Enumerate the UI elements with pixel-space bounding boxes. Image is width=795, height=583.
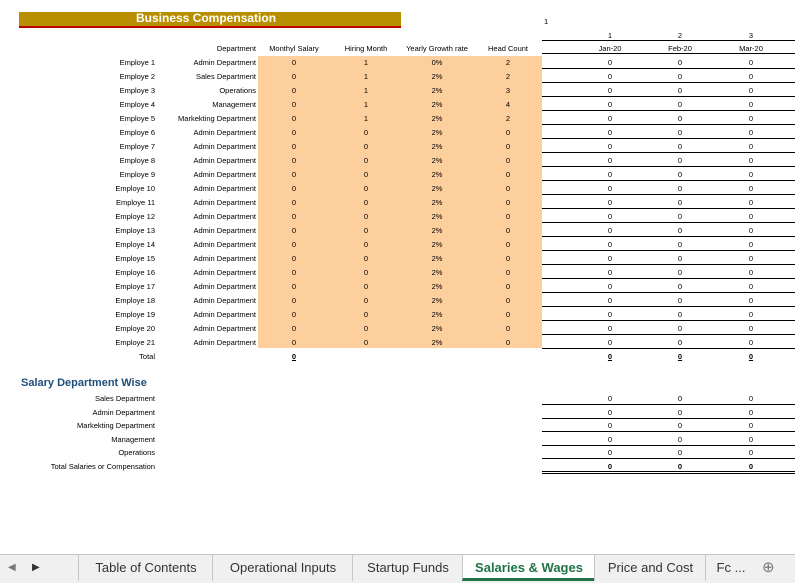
section-title: Salary Department Wise xyxy=(21,377,147,389)
hiring-month-cell[interactable]: 0 xyxy=(363,282,369,291)
employee-name: Employe 2 xyxy=(119,72,155,81)
month-number: 1 xyxy=(607,31,613,40)
row-border xyxy=(542,278,795,279)
page-title: Business Compensation xyxy=(136,11,277,25)
month-total: 0 xyxy=(607,352,613,361)
head-count-cell[interactable]: 0 xyxy=(505,226,511,235)
monthly-salary-cell[interactable]: 0 xyxy=(291,338,297,347)
month-header-underline xyxy=(542,53,795,54)
row-border xyxy=(542,166,795,167)
growth-rate-cell[interactable]: 2% xyxy=(431,324,443,333)
department-month-value: 0 xyxy=(607,448,613,457)
monthly-salary-cell[interactable]: 0 xyxy=(291,240,297,249)
department-month-value: 0 xyxy=(607,407,613,417)
month-salary-cell[interactable]: 0 xyxy=(677,86,683,95)
growth-rate-cell[interactable]: 2% xyxy=(431,156,443,165)
employee-name: Employe 8 xyxy=(119,156,155,165)
month-salary-cell[interactable]: 0 xyxy=(748,254,754,263)
row-border xyxy=(542,404,795,405)
hiring-month-cell[interactable]: 0 xyxy=(363,296,369,305)
month-salary-cell[interactable]: 0 xyxy=(748,282,754,291)
month-salary-cell[interactable]: 0 xyxy=(677,254,683,263)
department-month-value: 0 xyxy=(607,394,613,403)
head-count-cell[interactable]: 4 xyxy=(505,100,511,109)
month-salary-cell[interactable]: 0 xyxy=(677,156,683,165)
month-salary-cell[interactable]: 0 xyxy=(748,170,754,179)
total-compensation-value: 0 xyxy=(607,461,613,471)
month-salary-cell[interactable]: 0 xyxy=(677,296,683,305)
sheet-tab[interactable]: Startup Funds xyxy=(352,555,463,581)
row-border xyxy=(542,194,795,195)
sheet-tab[interactable]: Table of Contents xyxy=(78,555,213,581)
month-total: 0 xyxy=(677,352,683,361)
row-border xyxy=(542,110,795,111)
head-count-cell[interactable]: 0 xyxy=(505,268,511,277)
growth-rate-cell[interactable]: 2% xyxy=(431,72,443,81)
hiring-month-cell[interactable]: 0 xyxy=(363,128,369,137)
month-salary-cell[interactable]: 0 xyxy=(607,156,613,165)
row-border xyxy=(542,222,795,223)
row-border xyxy=(542,418,795,419)
row-border xyxy=(542,445,795,446)
growth-rate-cell[interactable]: 2% xyxy=(431,254,443,263)
department-month-value: 0 xyxy=(677,448,683,457)
head-count-cell[interactable]: 2 xyxy=(505,58,511,67)
month-salary-cell[interactable]: 0 xyxy=(677,198,683,207)
monthly-salary-cell[interactable]: 0 xyxy=(291,296,297,305)
head-count-cell[interactable]: 2 xyxy=(505,114,511,123)
growth-rate-cell[interactable]: 2% xyxy=(431,170,443,179)
employee-department[interactable]: Admin Department xyxy=(193,310,256,319)
employee-name: Employe 14 xyxy=(115,240,155,249)
month-salary-cell[interactable]: 0 xyxy=(607,310,613,319)
growth-rate-cell[interactable]: 2% xyxy=(431,100,443,109)
growth-rate-cell[interactable]: 2% xyxy=(431,114,443,123)
employee-name: Employe 11 xyxy=(115,198,155,207)
growth-rate-cell[interactable]: 2% xyxy=(431,268,443,277)
month-number: 3 xyxy=(748,31,754,40)
employee-department[interactable]: Admin Department xyxy=(193,226,256,235)
growth-rate-cell[interactable]: 2% xyxy=(431,282,443,291)
employee-department[interactable]: Admin Department xyxy=(193,156,256,165)
hiring-month-cell[interactable]: 1 xyxy=(363,58,369,67)
employee-department[interactable]: Admin Department xyxy=(193,324,256,333)
growth-rate-cell[interactable]: 2% xyxy=(431,86,443,95)
growth-rate-cell[interactable]: 2% xyxy=(431,296,443,305)
monthly-salary-cell[interactable]: 0 xyxy=(291,142,297,151)
department-row-label: Markekting Department xyxy=(77,421,155,430)
employee-department[interactable]: Admin Department xyxy=(193,296,256,305)
hiring-month-cell[interactable]: 1 xyxy=(363,72,369,81)
row-border xyxy=(542,292,795,293)
header-department: Department xyxy=(216,44,256,53)
hiring-month-cell[interactable]: 0 xyxy=(363,156,369,165)
month-total: 0 xyxy=(748,352,754,361)
head-count-cell[interactable]: 0 xyxy=(505,324,511,333)
hiring-month-cell[interactable]: 0 xyxy=(363,268,369,277)
employee-name: Employe 6 xyxy=(119,128,155,137)
employee-department[interactable]: Markekting Department xyxy=(178,114,256,123)
head-count-cell[interactable]: 0 xyxy=(505,184,511,193)
head-count-cell[interactable]: 0 xyxy=(505,212,511,221)
month-salary-cell[interactable]: 0 xyxy=(677,226,683,235)
monthly-salary-cell[interactable]: 0 xyxy=(291,268,297,277)
employee-name: Employe 18 xyxy=(115,296,155,305)
growth-rate-cell[interactable]: 2% xyxy=(431,226,443,235)
month-salary-cell[interactable]: 0 xyxy=(677,282,683,291)
employee-department[interactable]: Admin Department xyxy=(193,58,256,67)
month-salary-cell[interactable]: 0 xyxy=(607,128,613,137)
month-salary-cell[interactable]: 0 xyxy=(607,240,613,249)
month-header-top-border xyxy=(542,40,795,41)
monthly-salary-cell[interactable]: 0 xyxy=(291,72,297,81)
employee-name: Employe 10 xyxy=(115,184,155,193)
row-border xyxy=(542,320,795,321)
month-salary-cell[interactable]: 0 xyxy=(677,170,683,179)
row-border xyxy=(542,152,795,153)
sheet-tab[interactable]: Fc ... xyxy=(705,555,756,581)
month-salary-cell[interactable]: 0 xyxy=(607,114,613,123)
month-salary-cell[interactable]: 0 xyxy=(748,184,754,193)
total-compensation-value: 0 xyxy=(748,461,754,471)
department-month-value: 0 xyxy=(748,394,754,403)
employee-department[interactable]: Admin Department xyxy=(193,128,256,137)
header-yearly-growth: Yearly Growth rate xyxy=(406,44,468,53)
month-salary-cell[interactable]: 0 xyxy=(607,212,613,221)
employee-name: Employe 5 xyxy=(119,114,155,123)
month-salary-cell[interactable]: 0 xyxy=(607,184,613,193)
department-month-value: 0 xyxy=(748,434,754,444)
head-count-cell[interactable]: 0 xyxy=(505,142,511,151)
total-label: Total xyxy=(139,352,155,361)
month-salary-cell[interactable]: 0 xyxy=(607,72,613,81)
head-count-cell[interactable]: 0 xyxy=(505,296,511,305)
month-salary-cell[interactable]: 0 xyxy=(677,338,683,347)
employee-name: Employe 3 xyxy=(119,86,155,95)
growth-rate-cell[interactable]: 2% xyxy=(431,198,443,207)
monthly-salary-cell[interactable]: 0 xyxy=(291,128,297,137)
sheet-tab[interactable]: Operational Inputs xyxy=(212,555,353,581)
month-salary-cell[interactable]: 0 xyxy=(607,296,613,305)
employee-department[interactable]: Admin Department xyxy=(193,254,256,263)
sheet-tab[interactable]: Price and Cost xyxy=(594,555,706,581)
monthly-salary-cell[interactable]: 0 xyxy=(291,86,297,95)
monthly-salary-cell[interactable]: 0 xyxy=(291,212,297,221)
monthly-salary-cell[interactable]: 0 xyxy=(291,310,297,319)
month-salary-cell[interactable]: 0 xyxy=(748,296,754,305)
hiring-month-cell[interactable]: 0 xyxy=(363,310,369,319)
row-border xyxy=(542,431,795,432)
sheet-tab-bar xyxy=(0,554,795,583)
growth-rate-cell[interactable]: 2% xyxy=(431,212,443,221)
month-salary-cell[interactable]: 0 xyxy=(607,254,613,263)
month-salary-cell[interactable]: 0 xyxy=(748,226,754,235)
employee-department[interactable]: Admin Department xyxy=(193,142,256,151)
department-month-value: 0 xyxy=(677,421,683,430)
month-salary-cell[interactable]: 0 xyxy=(748,268,754,277)
hiring-month-cell[interactable]: 1 xyxy=(363,100,369,109)
row-border xyxy=(542,82,795,83)
row-border xyxy=(542,124,795,125)
total-border-top xyxy=(542,471,795,472)
sheet-tab[interactable]: Salaries & Wages xyxy=(462,555,595,581)
growth-rate-cell[interactable]: 2% xyxy=(431,240,443,249)
month-salary-cell[interactable]: 0 xyxy=(607,198,613,207)
month-salary-cell[interactable]: 0 xyxy=(607,324,613,333)
hiring-month-cell[interactable]: 0 xyxy=(363,142,369,151)
row-border xyxy=(542,306,795,307)
month-salary-cell[interactable]: 0 xyxy=(607,282,613,291)
row-border xyxy=(542,458,795,459)
head-count-cell[interactable]: 0 xyxy=(505,254,511,263)
row-border xyxy=(542,68,795,69)
month-header: Mar-20 xyxy=(739,44,763,53)
title-banner xyxy=(19,12,401,28)
employee-department[interactable]: Admin Department xyxy=(193,338,256,347)
total-salary: 0 xyxy=(291,352,297,361)
department-month-value: 0 xyxy=(677,407,683,417)
hiring-month-cell[interactable]: 1 xyxy=(363,86,369,95)
month-salary-cell[interactable]: 0 xyxy=(748,114,754,123)
row-border xyxy=(542,334,795,335)
row-border xyxy=(542,180,795,181)
growth-rate-cell[interactable]: 2% xyxy=(431,338,443,347)
scroll-tabs-left-icon[interactable]: ◀ xyxy=(8,562,16,573)
month-salary-cell[interactable]: 0 xyxy=(677,114,683,123)
employee-department[interactable]: Admin Department xyxy=(193,282,256,291)
row-border xyxy=(542,96,795,97)
month-salary-cell[interactable]: 0 xyxy=(677,324,683,333)
employee-name: Employe 19 xyxy=(115,310,155,319)
employee-name: Employe 21 xyxy=(115,338,155,347)
head-count-cell[interactable]: 0 xyxy=(505,338,511,347)
row-border xyxy=(542,208,795,209)
hiring-month-cell[interactable]: 0 xyxy=(363,240,369,249)
head-count-cell[interactable]: 0 xyxy=(505,310,511,319)
hiring-month-cell[interactable]: 0 xyxy=(363,226,369,235)
head-count-cell[interactable]: 0 xyxy=(505,240,511,249)
month-salary-cell[interactable]: 0 xyxy=(607,170,613,179)
monthly-salary-cell[interactable]: 0 xyxy=(291,324,297,333)
employee-name: Employe 12 xyxy=(115,212,155,221)
monthly-salary-cell[interactable]: 0 xyxy=(291,170,297,179)
department-month-value: 0 xyxy=(607,434,613,444)
employee-name: Employe 1 xyxy=(119,58,155,67)
employee-name: Employe 4 xyxy=(119,100,155,109)
employee-department[interactable]: Admin Department xyxy=(193,268,256,277)
hiring-month-cell[interactable]: 1 xyxy=(363,114,369,123)
total-compensation-value: 0 xyxy=(677,461,683,471)
month-salary-cell[interactable]: 0 xyxy=(677,310,683,319)
employee-department[interactable]: Admin Department xyxy=(193,212,256,221)
employee-department[interactable]: Admin Department xyxy=(193,184,256,193)
employee-name: Employe 7 xyxy=(119,142,155,151)
month-salary-cell[interactable]: 0 xyxy=(607,226,613,235)
header-head-count: Head Count xyxy=(487,44,529,53)
header-hiring-month: Hiring Month xyxy=(344,44,388,53)
monthly-salary-cell[interactable]: 0 xyxy=(291,184,297,193)
department-month-value: 0 xyxy=(748,448,754,457)
head-count-cell[interactable]: 0 xyxy=(505,156,511,165)
head-count-cell[interactable]: 0 xyxy=(505,198,511,207)
growth-rate-cell[interactable]: 2% xyxy=(431,128,443,137)
employee-department[interactable]: Operations xyxy=(219,86,256,95)
hiring-month-cell[interactable]: 0 xyxy=(363,338,369,347)
month-salary-cell[interactable]: 0 xyxy=(677,100,683,109)
month-salary-cell[interactable]: 0 xyxy=(677,142,683,151)
growth-rate-cell[interactable]: 2% xyxy=(431,142,443,151)
monthly-salary-cell[interactable]: 0 xyxy=(291,156,297,165)
month-salary-cell[interactable]: 0 xyxy=(677,212,683,221)
department-month-value: 0 xyxy=(748,421,754,430)
month-salary-cell[interactable]: 0 xyxy=(607,268,613,277)
monthly-salary-cell[interactable]: 0 xyxy=(291,282,297,291)
month-salary-cell[interactable]: 0 xyxy=(748,324,754,333)
hiring-month-cell[interactable]: 0 xyxy=(363,184,369,193)
monthly-salary-cell[interactable]: 0 xyxy=(291,254,297,263)
total-compensation-label: Total Salaries or Compensation xyxy=(50,461,155,471)
head-count-cell[interactable]: 2 xyxy=(505,72,511,81)
growth-rate-cell[interactable]: 2% xyxy=(431,184,443,193)
month-salary-cell[interactable]: 0 xyxy=(677,58,683,67)
month-salary-cell[interactable]: 0 xyxy=(748,310,754,319)
month-salary-cell[interactable]: 0 xyxy=(677,128,683,137)
department-month-value: 0 xyxy=(748,407,754,417)
month-salary-cell[interactable]: 0 xyxy=(748,156,754,165)
employee-department[interactable]: Sales Department xyxy=(195,72,256,81)
row-border xyxy=(542,250,795,251)
department-row-label: Admin Department xyxy=(92,407,155,417)
month-salary-cell[interactable]: 0 xyxy=(607,338,613,347)
department-month-value: 0 xyxy=(607,421,613,430)
row-border xyxy=(542,236,795,237)
month-salary-cell[interactable]: 0 xyxy=(607,100,613,109)
department-month-value: 0 xyxy=(677,434,683,444)
monthly-salary-cell[interactable]: 0 xyxy=(291,100,297,109)
hiring-month-cell[interactable]: 0 xyxy=(363,324,369,333)
monthly-salary-cell[interactable]: 0 xyxy=(291,198,297,207)
month-salary-cell[interactable]: 0 xyxy=(677,240,683,249)
month-number: 2 xyxy=(677,31,683,40)
growth-rate-cell[interactable]: 2% xyxy=(431,310,443,319)
department-row-label: Operations xyxy=(118,448,155,457)
employee-name: Employe 9 xyxy=(119,170,155,179)
employee-name: Employe 17 xyxy=(115,282,155,291)
month-salary-cell[interactable]: 0 xyxy=(748,142,754,151)
employee-name: Employe 15 xyxy=(115,254,155,263)
month-salary-cell[interactable]: 0 xyxy=(607,58,613,67)
month-salary-cell[interactable]: 0 xyxy=(748,86,754,95)
month-header: Feb-20 xyxy=(668,44,692,53)
monthly-salary-cell[interactable]: 0 xyxy=(291,58,297,67)
department-row-label: Management xyxy=(111,434,155,444)
month-salary-cell[interactable]: 0 xyxy=(748,72,754,81)
month-salary-cell[interactable]: 0 xyxy=(748,58,754,67)
employee-name: Employe 13 xyxy=(115,226,155,235)
add-sheet-icon[interactable]: ⊕ xyxy=(762,559,775,576)
total-border-bottom xyxy=(542,473,795,474)
employee-department[interactable]: Admin Department xyxy=(193,240,256,249)
employee-department[interactable]: Management xyxy=(212,100,256,109)
month-salary-cell[interactable]: 0 xyxy=(748,100,754,109)
month-salary-cell[interactable]: 0 xyxy=(607,142,613,151)
hiring-month-cell[interactable]: 0 xyxy=(363,170,369,179)
row-border xyxy=(542,348,795,349)
month-salary-cell[interactable]: 0 xyxy=(748,198,754,207)
month-salary-cell[interactable]: 0 xyxy=(677,72,683,81)
head-count-cell[interactable]: 0 xyxy=(505,282,511,291)
month-salary-cell[interactable]: 0 xyxy=(748,128,754,137)
employee-name: Employe 16 xyxy=(115,268,155,277)
hiring-month-cell[interactable]: 0 xyxy=(363,212,369,221)
top-counter: 1 xyxy=(544,17,549,26)
month-header: Jan-20 xyxy=(598,44,622,53)
scroll-tabs-right-icon[interactable]: ▶ xyxy=(32,562,40,573)
head-count-cell[interactable]: 0 xyxy=(505,128,511,137)
head-count-cell[interactable]: 0 xyxy=(505,170,511,179)
header-monthly-salary: Monthyl Salary xyxy=(269,44,319,53)
month-salary-cell[interactable]: 0 xyxy=(748,338,754,347)
hiring-month-cell[interactable]: 0 xyxy=(363,198,369,207)
monthly-salary-cell[interactable]: 0 xyxy=(291,226,297,235)
month-salary-cell[interactable]: 0 xyxy=(748,240,754,249)
department-row-label: Sales Department xyxy=(94,394,155,403)
head-count-cell[interactable]: 3 xyxy=(505,86,511,95)
month-salary-cell[interactable]: 0 xyxy=(748,212,754,221)
employee-name: Employe 20 xyxy=(115,324,155,333)
monthly-salary-cell[interactable]: 0 xyxy=(291,114,297,123)
employee-department[interactable]: Admin Department xyxy=(193,170,256,179)
month-salary-cell[interactable]: 0 xyxy=(677,184,683,193)
employee-department[interactable]: Admin Department xyxy=(193,198,256,207)
month-salary-cell[interactable]: 0 xyxy=(607,86,613,95)
department-month-value: 0 xyxy=(677,394,683,403)
hiring-month-cell[interactable]: 0 xyxy=(363,254,369,263)
month-salary-cell[interactable]: 0 xyxy=(677,268,683,277)
row-border xyxy=(542,264,795,265)
growth-rate-cell[interactable]: 0% xyxy=(431,58,443,67)
row-border xyxy=(542,138,795,139)
